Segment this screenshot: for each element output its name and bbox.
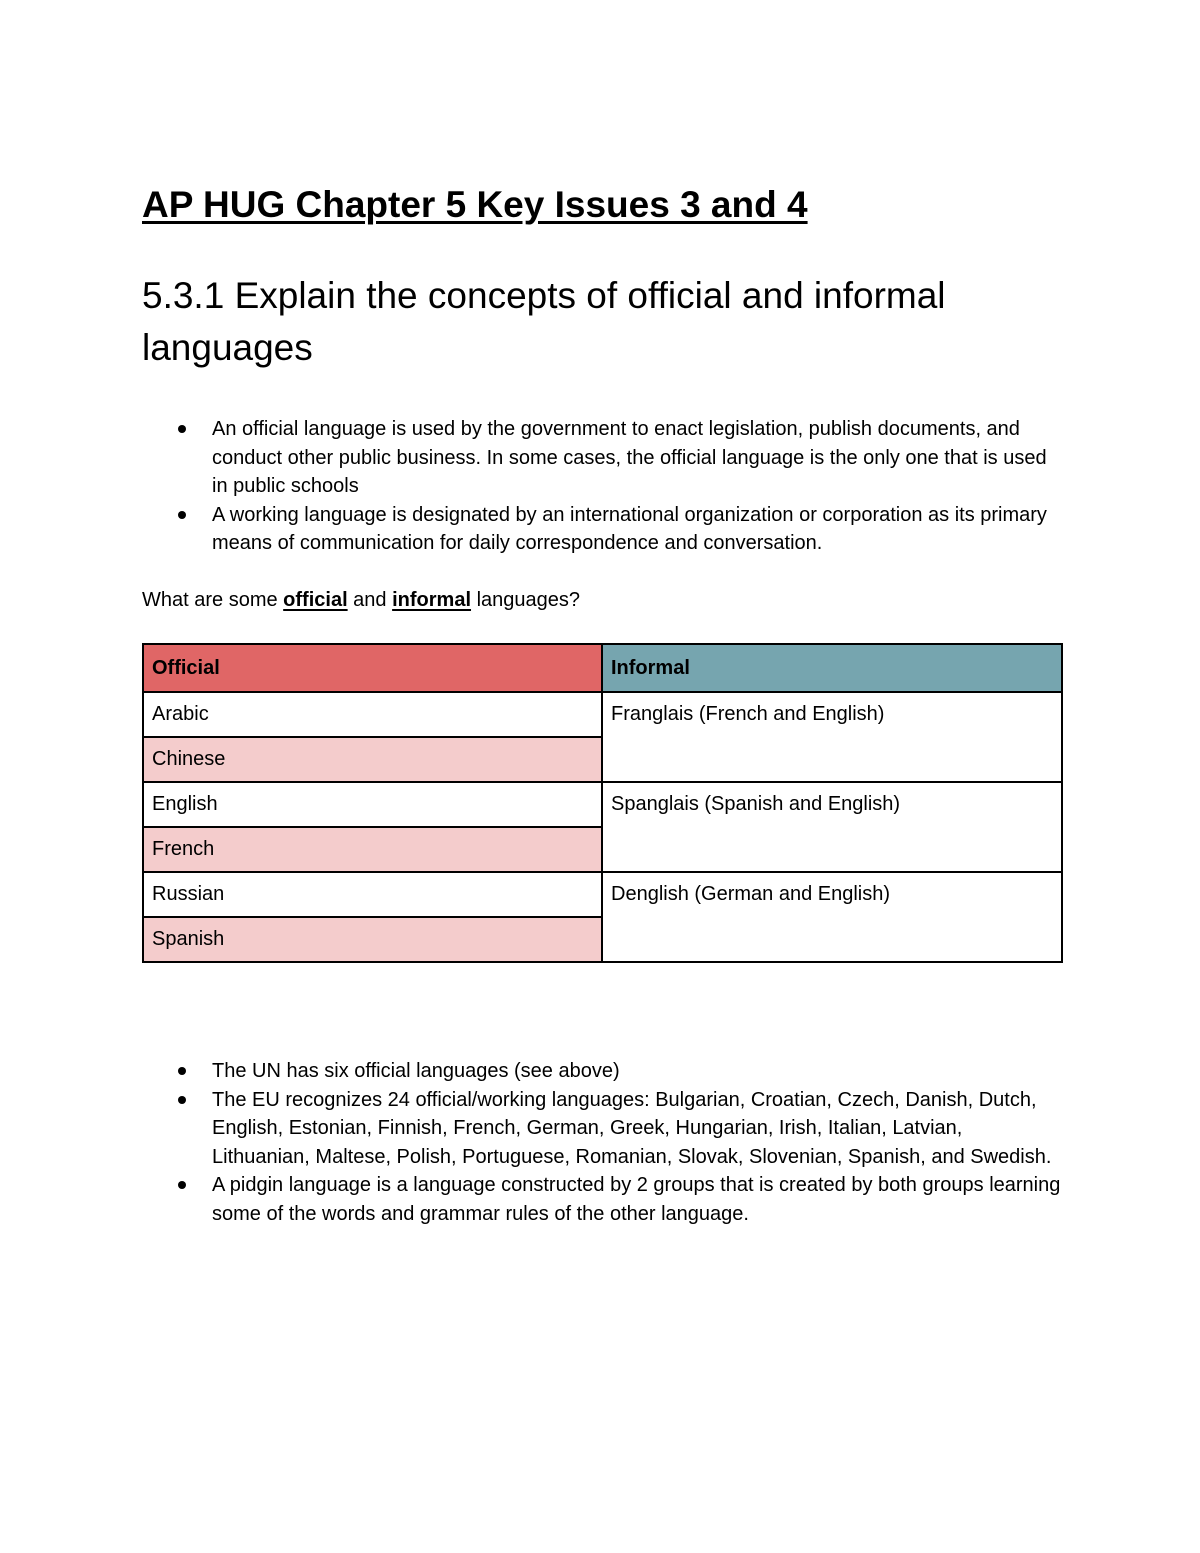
official-language-cell: Russian [143,872,602,917]
table-row [143,782,1062,827]
list-item [142,1086,1062,1172]
bullet-text: The UN has six official languages (see above) [212,1060,620,1082]
official-column-header: Official [143,644,602,692]
informal-language-cell: Spanglais (Spanish and English) [602,782,1062,872]
informal-language-cell: Denglish (German and English) [602,872,1062,962]
intro-bullet-list [142,415,1062,558]
list-item [142,501,1062,558]
official-language-cell: Spanish [143,917,602,962]
question-middle: and [347,589,393,611]
bullet-icon [178,511,186,519]
table-row [143,692,1062,737]
official-language-cell: Chinese [143,737,602,782]
bullet-icon [178,1067,186,1075]
informal-language-cell: Franglais (French and English) [602,692,1062,782]
list-item [142,1171,1062,1228]
informal-column-header: Informal [602,644,1062,692]
bullet-icon [178,1096,186,1104]
question-suffix: languages? [471,589,580,611]
question-prefix: What are some [142,589,284,611]
official-language-cell: English [143,782,602,827]
table-row [143,872,1062,917]
bullet-icon [178,425,186,433]
list-item [142,415,1062,501]
bullet-text: The EU recognizes 24 official/working languages: Bulgarian, Croatian, Czech, Danish, Dutch, English, Estonian, Finnish, French, German, Greek, Hungarian, Irish, Italian, Latvian, Lithuanian, Maltese, Polish, Portuguese, Romanian, Slovak, Slovenian, Spanish, and Swedish. [212,1088,1052,1168]
bullet-icon [178,1181,186,1189]
table-header-row [143,644,1062,692]
question-keyword-informal: informal [392,589,472,611]
question-keyword-official: official [283,589,348,611]
section-heading: 5.3.1 Explain the concepts of official and informal languages [142,275,946,368]
official-language-cell: Arabic [143,692,602,737]
bullet-text: A pidgin language is a language constructed by 2 groups that is created by both groups learning some of the words and grammar rules of the other language. [212,1174,1061,1225]
list-item [142,1057,1062,1086]
official-language-cell: French [143,827,602,872]
bullet-text: An official language is used by the government to enact legislation, publish documents, and conduct other public business. In some cases, the official language is the only one that is used in public schools [212,418,1047,497]
document-title: AP HUG Chapter 5 Key Issues 3 and 4 [142,184,808,225]
languages-table [142,643,1063,963]
bullet-text: A working language is designated by an international organization or corporation as its primary means of communication for daily correspondence and conversation. [212,503,1047,554]
question-text [142,586,580,614]
closing-bullet-list [142,1057,1062,1228]
